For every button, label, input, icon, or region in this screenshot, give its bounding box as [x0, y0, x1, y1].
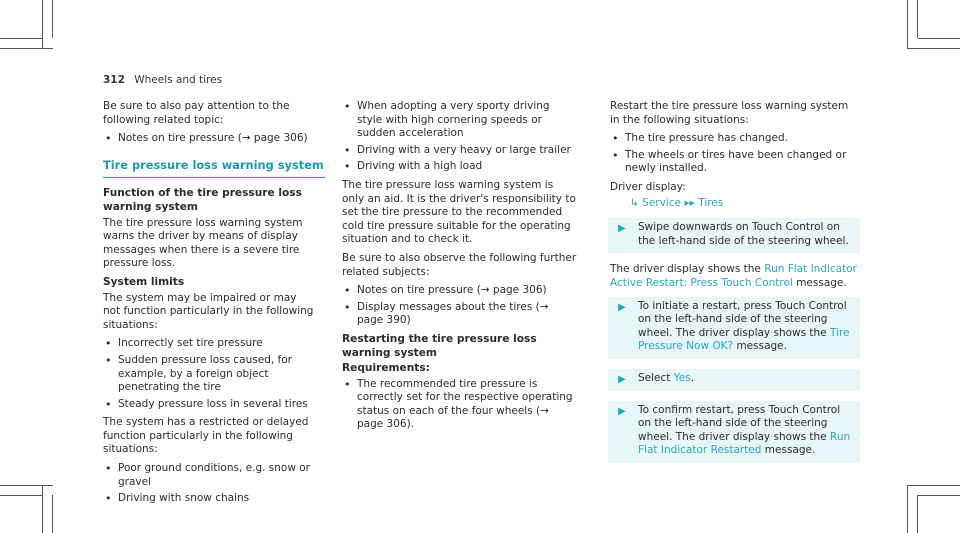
- related-list: [103, 132, 315, 146]
- list-item: • The tire pressure has changed.: [610, 132, 860, 146]
- list-item: • Driving with a very heavy or large trailer: [342, 144, 577, 158]
- step-text: Swipe downwards on Touch Control on the left-hand side of the steering wheel.: [638, 221, 849, 247]
- crop-mark: [907, 485, 908, 533]
- crop-mark: [907, 485, 960, 486]
- result-text: The driver display shows the Run Flat Indicator Active Restart: Press Touch Control message.: [610, 263, 857, 289]
- display-label: Driver display:: [610, 180, 686, 193]
- list-item[interactable]: • Display messages about the tires (→ page 390): [342, 301, 577, 328]
- step-arrow-icon: ▶: [618, 373, 626, 385]
- list-item: • Poor ground conditions, e.g. snow or gravel: [103, 462, 315, 489]
- step-arrow-icon: ▶: [618, 301, 626, 313]
- display-message: Yes: [673, 371, 691, 384]
- list-item: • Sudden pressure loss caused, for example, by a foreign object penetrating the tire: [103, 354, 315, 395]
- aid-text: The tire pressure loss warning system is only an aid. It is the driver's responsibility to set the tire pressure to the recommended cold tire pressure suitable for the operating situation and to check it.: [342, 178, 576, 246]
- menu-path: [610, 197, 860, 211]
- crop-mark: [42, 0, 43, 48]
- limits-text: The system may be impaired or may not function particularly in the following situations:: [103, 291, 314, 331]
- instruction-step: ▶ To initiate a restart, press Touch Control on the left-hand side of the steering wheel. The driver display shows the Tire Pressure Now OK? message.: [608, 297, 860, 359]
- requirements-list: [342, 378, 577, 432]
- delayed-text: The system has a restricted or delayed function particularly in the following situations:: [103, 416, 309, 456]
- instruction-step: ▶ Select Yes.: [608, 369, 860, 391]
- step-arrow-icon: ▶: [618, 405, 626, 417]
- display-message: Run Flat Indicator Active Restart: Press Touch Control: [610, 263, 857, 289]
- function-heading: Function of the tire pressure loss warning system: [103, 187, 302, 213]
- observe-text: Be sure to also observe the following further related subjects:: [342, 251, 577, 278]
- page-header: [103, 74, 222, 88]
- list-item: • Driving with a high load: [342, 160, 577, 174]
- section-name: Wheels and tires: [134, 74, 223, 86]
- display-message: Tire Pressure Now OK?: [638, 326, 850, 353]
- instruction-step: ▶ To confirm restart, press Touch Control on the left-hand side of the steering wheel. The driver display shows the Run Flat Indicator Restarted message.: [608, 401, 860, 463]
- crop-mark: [0, 485, 53, 486]
- crop-mark: [42, 485, 43, 533]
- delayed-list: [103, 462, 315, 506]
- column-right: [610, 100, 860, 473]
- restart-text: Restart the tire pressure loss warning system in the following situations:: [610, 100, 849, 126]
- limits-heading: System limits: [103, 275, 185, 288]
- function-text: The tire pressure loss warning system warns the driver by means of display messages when there is a severe tire pressure loss.: [103, 216, 303, 270]
- list-item: • Steady pressure loss in several tires: [103, 398, 315, 412]
- requirements-heading: Requirements:: [342, 362, 430, 375]
- list-item: • When adopting a very sporty driving style with high cornering speeds or sudden acceleration: [342, 100, 577, 141]
- column-left: [103, 100, 324, 511]
- step-arrow-icon: ▶: [618, 223, 626, 235]
- list-item[interactable]: • Notes on tire pressure (→ page 306): [342, 284, 577, 298]
- restart-heading: Restarting the tire pressure loss warning system: [342, 332, 537, 359]
- section-title: Tire pressure loss warning system: [103, 159, 325, 179]
- list-item: • Incorrectly set tire pressure: [103, 337, 315, 351]
- crop-mark: [918, 38, 960, 39]
- list-item: • The wheels or tires have been changed or newly installed.: [610, 149, 860, 176]
- list-item[interactable]: • The recommended tire pressure is correctly set for the respective operating status on each of the four wheels (→ page 306).: [342, 378, 577, 432]
- intro-text: Be sure to also pay attention to the following related topic:: [103, 100, 290, 126]
- crop-mark: [52, 495, 53, 533]
- step-text: To confirm restart, press Touch Control on the left-hand side of the steering wheel. The driver display shows the: [638, 403, 841, 443]
- column-middle: [342, 100, 577, 437]
- page-number: 312: [103, 74, 125, 86]
- instruction-step: [608, 218, 860, 253]
- crop-mark: [917, 0, 918, 38]
- step-text: To initiate a restart, press Touch Control on the left-hand side of the steering wheel. The driver display shows the: [638, 299, 847, 339]
- crop-mark: [918, 495, 960, 496]
- crop-mark: [917, 495, 918, 533]
- situations-list: [342, 100, 577, 174]
- limits-list: [103, 337, 315, 411]
- path-tires: Tires: [698, 196, 724, 209]
- crop-mark: [0, 38, 42, 39]
- restart-situations-list: [610, 132, 860, 176]
- crop-mark: [0, 48, 53, 49]
- path-separator-icon: ▸▸: [684, 196, 695, 209]
- crop-mark: [52, 0, 53, 38]
- path-arrow-icon: ↳: [630, 196, 639, 209]
- list-item[interactable]: • Notes on tire pressure (→ page 306): [103, 132, 315, 146]
- crop-mark: [907, 0, 908, 48]
- crop-mark: [907, 48, 960, 49]
- display-message: Run Flat Indicator Restarted: [638, 430, 851, 457]
- path-service: Service: [642, 196, 681, 209]
- observe-list: [342, 284, 577, 328]
- crop-mark: [0, 495, 42, 496]
- list-item: • Driving with snow chains: [103, 492, 315, 506]
